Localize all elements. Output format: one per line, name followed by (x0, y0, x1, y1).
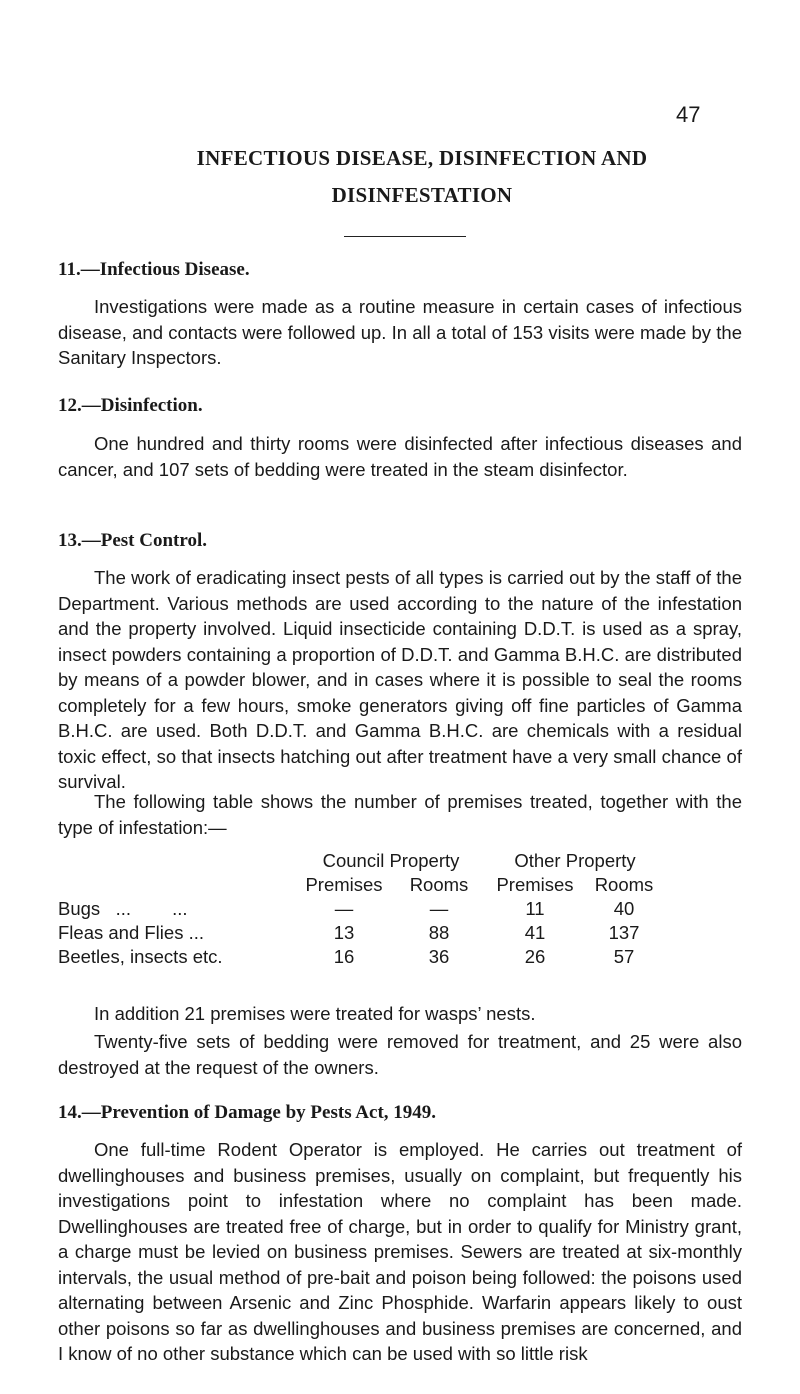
section-13-text-1: The work of eradicating insect pests of all types is carried out by the staff of the Department. Various methods are used according to the nature of the infestation and the property involved. Liquid insecticide containing D.D.T. is used as a spray, insect powders containing a proportion of D.D.T. and Gamma B.H.C. are distributed by means of a powder blower, and in cases where it is possible to seal the rooms completely for a few hours, smoke generators giving off fine particles of Gamma B.H.C. are used. Both D.D.T. and Gamma B.H.C. are chemicals with a residual toxic effect, so that insects hatching out after treatment have a very small chance of survival. (58, 567, 742, 792)
table-cell: 40 (613, 898, 635, 919)
table-cell: 11 (525, 898, 545, 919)
section-12-heading: 12.—Disinfection. (58, 395, 203, 416)
table-cell: 16 (333, 946, 355, 967)
sub-header: Rooms (594, 874, 654, 895)
section-13-text-2: The following table shows the number of premises treated, together with the type of infestation:— (58, 791, 742, 838)
section-11-heading: 11.—Infectious Disease. (58, 259, 250, 280)
group-header-council: Council Property (322, 850, 460, 871)
section-13-text-4: Twenty-five sets of bedding were removed for treatment, and 25 were also destroyed at the request of the owners. (58, 1031, 742, 1078)
title-divider (344, 236, 466, 237)
table-cell: 57 (613, 946, 635, 967)
table-row (58, 945, 664, 969)
section-11-text: Investigations were made as a routine measure in certain cases of infectious disease, and contacts were followed up. In all a total of 153 visits were made by the Sanitary Inspectors. (58, 296, 742, 368)
table-cell: 36 (428, 946, 450, 967)
page-title-line-2: DISINFESTATION (331, 183, 513, 207)
sub-header: Premises (305, 874, 383, 895)
section-13-text-3: In addition 21 premises were treated for wasps’ nests. (94, 1003, 536, 1024)
infestation-table (58, 849, 664, 969)
sub-header: Rooms (409, 874, 469, 895)
table-cell: 137 (608, 922, 640, 943)
table-row (58, 921, 664, 945)
row-label: Fleas and Flies ... (58, 922, 205, 943)
table-cell: — (334, 898, 354, 919)
table-cell: 41 (524, 922, 546, 943)
table-cell: 13 (333, 922, 355, 943)
group-header-other: Other Property (514, 850, 636, 871)
sub-header: Premises (496, 874, 574, 895)
table-cell: 88 (428, 922, 450, 943)
page-number: 47 (676, 102, 701, 127)
row-label: Beetles, insects etc. (58, 946, 223, 967)
table-cell: 26 (524, 946, 546, 967)
section-14-text: One full-time Rodent Operator is employed. He carries out treatment of dwellinghouses and business premises, usually on complaint, but frequently his investigations point to infestation where no complaint has been made. Dwellinghouses are treated free of charge, but in order to qualify for Ministry grant, a charge must be levied on business premises. Sewers are treated at six-monthly intervals, the usual method of pre-bait and poison being followed: the poisons used alternating between Arsenic and Zinc Phosphide. Warfarin appears likely to oust other poisons so far as dwellinghouses and business premises are concerned, and I know of no other substance which can be used with so little risk (58, 1139, 742, 1364)
table-sub-header-row (58, 873, 664, 897)
table-row (58, 897, 664, 921)
table-cell: — (429, 898, 449, 919)
section-13-heading: 13.—Pest Control. (58, 530, 207, 551)
row-label: Bugs ... ... (58, 898, 188, 919)
section-12-text: One hundred and thirty rooms were disinfected after infectious diseases and cancer, and 107 sets of bedding were treated in the steam disinfector. (58, 433, 742, 480)
page-title-line-1: INFECTIOUS DISEASE, DISINFECTION AND (196, 146, 648, 170)
table-group-header-row (58, 849, 664, 873)
section-14-heading: 14.—Prevention of Damage by Pests Act, 1949. (58, 1102, 437, 1123)
